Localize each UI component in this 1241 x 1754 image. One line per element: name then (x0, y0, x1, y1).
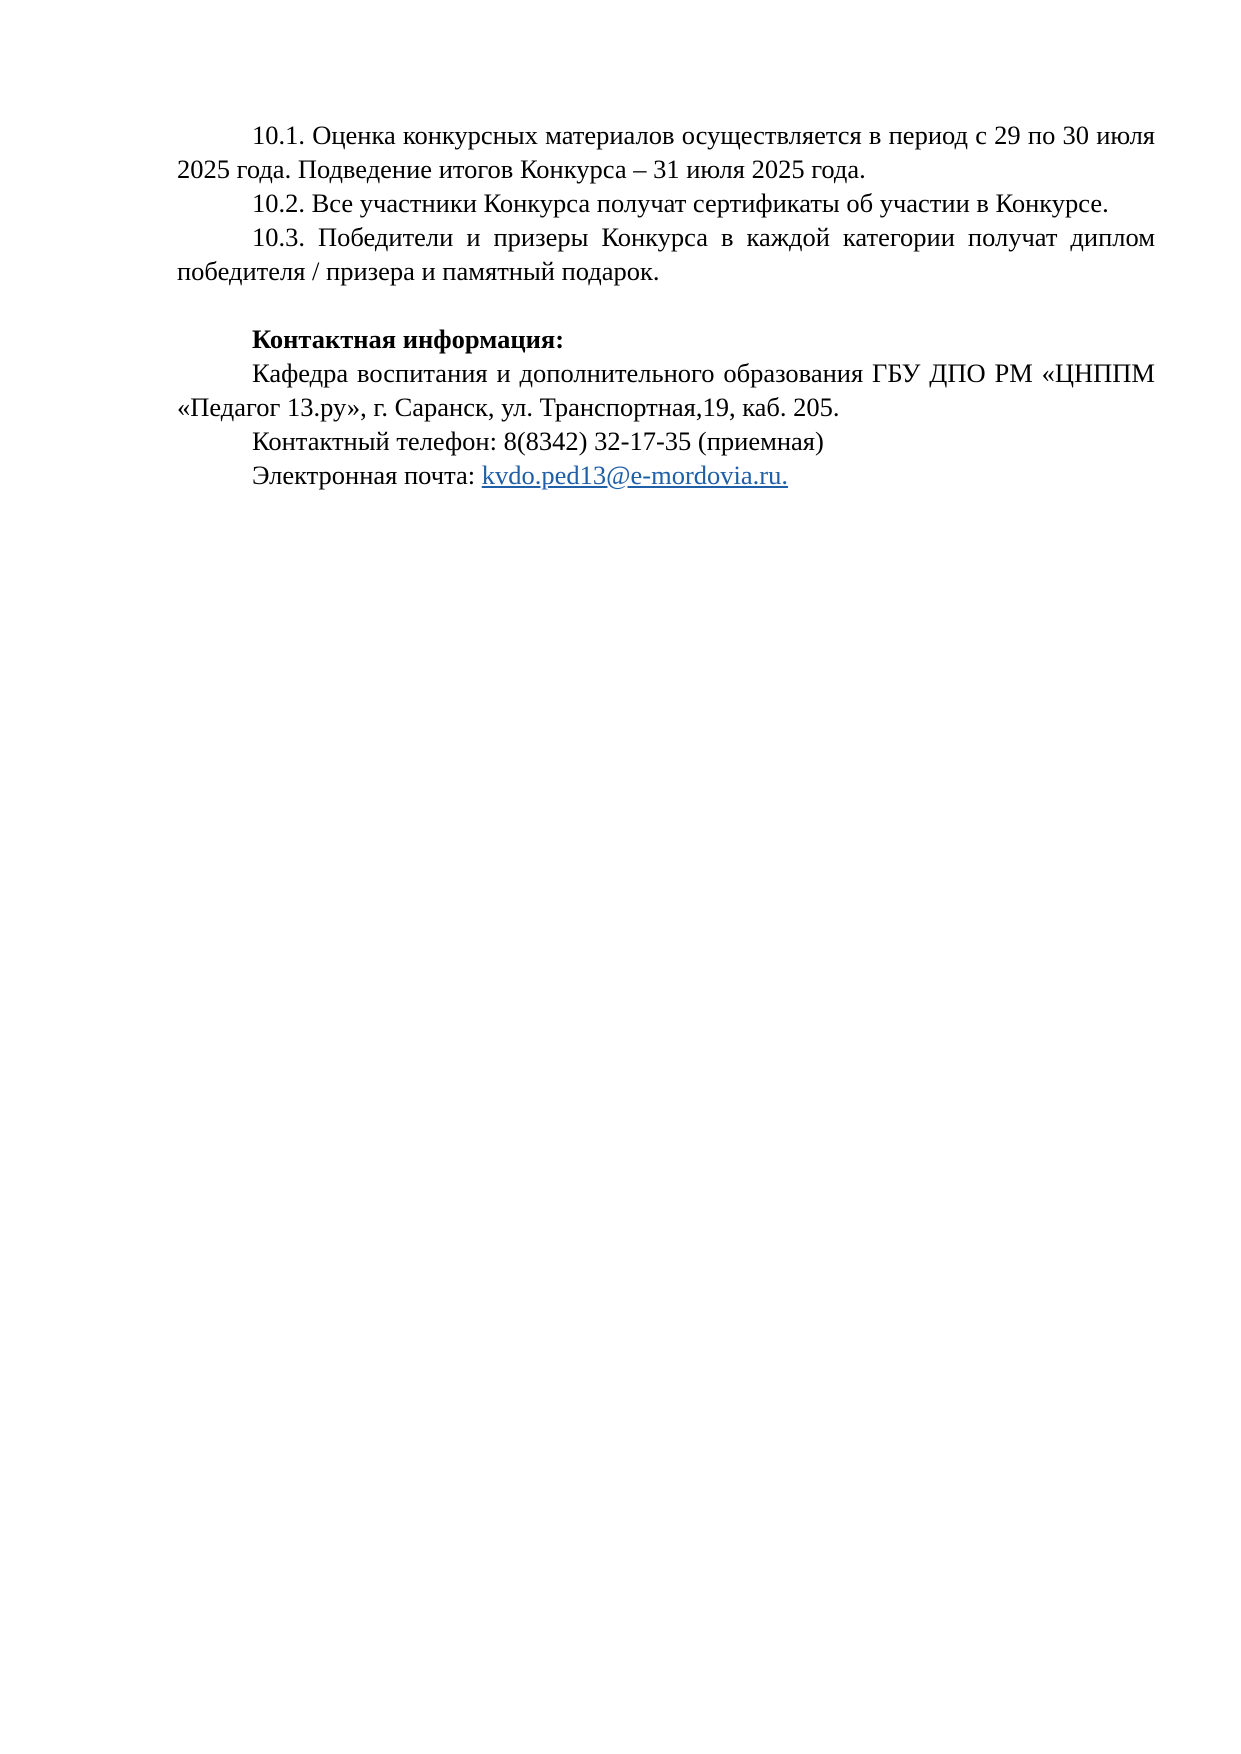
email-link[interactable]: kvdo.ped13@e-mordovia.ru. (481, 460, 788, 490)
contacts-heading: Контактная информация: (252, 324, 565, 354)
term-10-3: 10.3. Победители и призеры Конкурса в каждой категории получат диплом победителя / призера и памятный подарок. (177, 222, 1155, 286)
email-label: Электронная почта: (252, 460, 482, 490)
term-10-2: 10.2. Все участники Конкурса получат сертификаты об участии в Конкурсе. (252, 188, 1109, 218)
term-10-1: 10.1. Оценка конкурсных материалов осуществляется в период с 29 по 30 июля 2025 года. Подведение итогов Конкурса – 31 июля 2025 года. (177, 120, 1155, 184)
document-page (177, 118, 1155, 492)
contacts-department: Кафедра воспитания и дополнительного образования ГБУ ДПО РМ «ЦНППМ «Педагог 13.ру», г. Саранск, ул. Транспортная,19, каб. 205. (177, 358, 1155, 422)
contacts-email (177, 458, 1155, 492)
contacts-phone: Контактный телефон: 8(8342) 32-17-35 (приемная) (252, 426, 824, 456)
section-spacer (177, 288, 1155, 322)
